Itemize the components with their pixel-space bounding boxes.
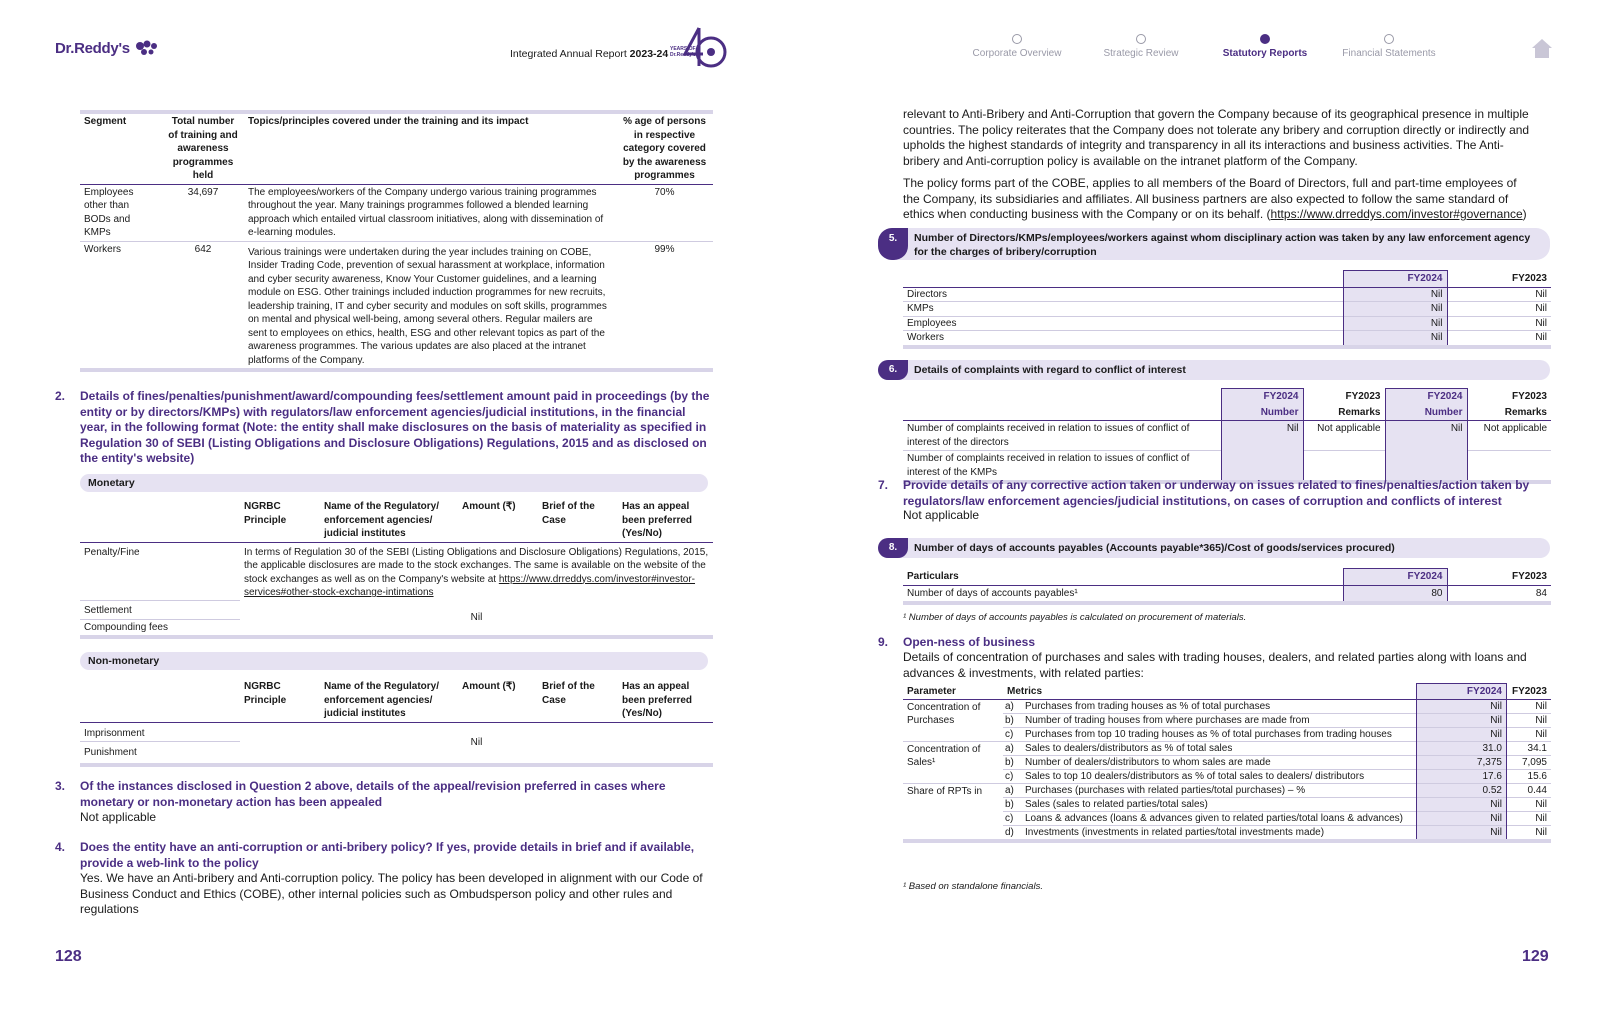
label-cell: Workers [903,331,1343,347]
training-table [80,110,713,372]
col-brief: Brief of the Case [538,679,618,722]
q6-number: 6. [878,360,908,380]
col-particulars: Particulars [903,569,1343,586]
col-fy2024-b: FY2024 [1385,389,1467,405]
metric-letter: b) [1003,714,1021,728]
metric-cell: Purchases from top 10 trading houses as % of total purchases from trading houses [1021,728,1416,742]
fy2023-cell: 34.1 [1506,742,1551,756]
q9-number: 9. [878,635,889,649]
fy2023-cell: Nil [1506,714,1551,728]
metric-letter: b) [1003,798,1021,812]
q9-intro: Details of concentration of purchases and sales with trading houses, dealers, and related parties along with loans and advances & investments, with related parties: [903,650,1527,680]
segment-cell: Workers [80,241,162,370]
q9-title: Open-ness of business [903,635,1036,649]
q3-text: Of the instances disclosed in Question 2 above, details of the appeal/revision preferred in cases where monetary or non-monetary action has been appealed [80,779,666,809]
nonmonetary-band: Non-monetary [80,652,708,670]
fy2023-cell: Nil [1506,700,1551,714]
nav-label: Financial Statements [1342,48,1436,59]
fy2024-cell: 31.0 [1416,742,1506,756]
monetary-nil: Nil [470,612,483,623]
nav-item[interactable] [955,34,1079,59]
company-logo [55,38,160,58]
col-remarks-b: Remarks [1467,405,1551,421]
nav-item[interactable] [1079,34,1203,59]
fy2023-cell: Nil [1506,826,1551,842]
q5-heading [878,228,1550,260]
label-cell: Number of complaints received in relation to issues of conflict of interest of the directors [903,421,1221,451]
nonmonetary-table-wrap [80,679,713,767]
table-row [903,421,1551,451]
col-fy2024-a: FY2024 [1221,389,1303,405]
fy2023-cell: Nil [1447,331,1551,347]
q6-table-wrap [903,388,1551,484]
col-segment: Segment [80,112,162,184]
parameter-cell: Concentration of Purchases [903,700,1003,742]
q2-text: Details of fines/penalties/punishment/award/compounding fees/settlement amount paid in proceedings (by the entity or by directors/KMPs) with regulators/law enforcement agencies/judicial institutions, in the financial year, in the following format (Note: the entity shall make disclosures on the basis of materiality as specified in Regulation 30 of SEBI (Listing Obligations and Disclosure Obligations) Regulations, 2015 and as disclosed on the entity's website) [80,389,710,465]
col-fy2024: FY2024 [1343,569,1447,586]
table-row [80,184,713,241]
nav-dot-icon [1384,34,1394,44]
q8-number: 8. [878,538,908,558]
compounding-label: Compounding fees [80,619,240,637]
q4-number: 4. [55,840,66,854]
fy2024-cell: Nil [1416,826,1506,842]
nonmonetary-table [80,679,713,767]
q3-number: 3. [55,779,66,793]
nav-dot-icon [1136,34,1146,44]
fy2024-cell: Nil [1416,798,1506,812]
metric-cell: Sales to dealers/distributors as % of total sales [1021,742,1416,756]
settlement-label: Settlement [80,601,240,620]
metric-letter: d) [1003,826,1021,842]
total-cell: 34,697 [187,186,219,198]
fy2023-cell: 7,095 [1506,756,1551,770]
metric-cell: Sales to top 10 dealers/distributors as % of total sales to dealers/ distributors [1021,770,1416,784]
penalty-desc: In terms of Regulation 30 of the SEBI (Listing Obligations and Disclosure Obligations) Regulations, 2015, the applicable disclosures are made to the stock exchanges. The same is available on the website of the stock exchanges as well as on the Company's website at [244,546,709,585]
segment-cell: Employees other than BODs and KMPs [84,186,134,238]
col-appeal: Has an appeal been preferred (Yes/No) [618,679,713,722]
nav-label: Strategic Review [1103,48,1179,59]
fy2023-remarks-cell: Not applicable [1467,421,1551,451]
q6-text: Details of complaints with regard to conflict of interest [914,364,1186,376]
fy2024-cell: 7,375 [1416,756,1506,770]
fy2023-cell: Nil [1506,728,1551,742]
nonmonetary-nil: Nil [470,736,483,748]
table-row [80,722,713,742]
badge-brand: Dr.Reddy's [670,52,696,58]
stock-exchange-link[interactable]: https://www.drreddys.com/investor#investor-services#other-stock-exchange-intimations [244,573,696,598]
fy2023-cell: 84 [1535,587,1547,599]
pct-cell: 99% [616,241,713,370]
badge-sub: YEARS OF [670,46,696,52]
metric-letter: c) [1003,812,1021,826]
label-cell: Number of complaints received in relation to issues of conflict of interest of the KMPs [903,451,1221,483]
col-blank [903,389,1221,405]
logo-text: Dr.Reddy's [55,39,130,57]
col-amount: Amount (₹) [458,679,538,722]
nav-label: Statutory Reports [1222,48,1308,59]
policy-para-2 [903,176,1535,223]
table-row [80,241,713,370]
q9-footnote: ¹ Based on standalone financials. [903,881,1043,892]
q5-table [903,270,1551,349]
fy2024-cell: 80 [1343,585,1447,603]
report-year: 2023-24 [629,48,669,60]
col-blank [903,271,1343,288]
table-row [80,601,713,620]
q8-heading [878,538,1550,558]
col-metrics: Metrics [1003,684,1416,700]
col-number-b: Number [1385,405,1467,421]
table-row [903,302,1551,317]
metric-letter: a) [1003,700,1021,714]
fy2024-number-cell: Nil [1221,421,1303,451]
fy2023-cell: Nil [1447,287,1551,302]
q5-number: 5. [878,228,908,260]
q8-text: Number of days of accounts payables (Accounts payable*365)/Cost of goods/services procured) [914,542,1395,554]
fy2023-cell: Nil [1506,798,1551,812]
monetary-band: Monetary [80,474,708,492]
fy2023-cell: 15.6 [1506,770,1551,784]
fy2024-cell: Nil [1343,331,1447,347]
penalty-text [240,542,713,601]
nav-item[interactable] [1203,34,1327,59]
q4-answer: Yes. We have an Anti-bribery and Anti-corruption policy. The policy has been developed in alignment with our Code of Business Conduct and Ethics (COBE), other internal policies such as Ombudsperson policy and other rules and regulations [80,871,703,916]
q6-table [903,388,1551,484]
parameter-cell: Share of RPTs in [903,784,1003,842]
col-fy2024: FY2024 [1343,271,1447,288]
policy-para-2-end: ) [1522,207,1527,221]
nav-dot-icon [1012,34,1022,44]
table-row [903,700,1551,714]
metric-cell: Number of trading houses from where purchases are made from [1021,714,1416,728]
table-row [903,585,1551,603]
q5-table-wrap [903,270,1551,349]
col-number-a: Number [1221,405,1303,421]
col-fy2023-b: FY2023 [1511,390,1547,402]
q2-number: 2. [55,389,66,403]
col-fy2024: FY2024 [1416,684,1506,700]
nav-dot-icon [1260,34,1270,44]
q8-footnote: ¹ Number of days of accounts payables is calculated on procurement of materials. [903,612,1247,623]
fy2024-number-cell: Nil [1385,421,1467,451]
col-amount: Amount (₹) [458,499,538,542]
report-title [510,48,668,60]
q8-table [903,568,1551,605]
fy2024-cell: 17.6 [1416,770,1506,784]
label-cell: Directors [903,287,1343,302]
col-brief: Brief of the Case [538,499,618,542]
metric-letter: c) [1003,770,1021,784]
fy2023-cell: Nil [1447,316,1551,331]
col-fy2023-a: FY2023 [1345,390,1381,402]
table-row [903,784,1551,798]
label-cell: Employees [903,316,1343,331]
table-row [80,542,713,601]
logo-heart-icon [134,38,160,58]
q5-text: Number of Directors/KMPs/employees/workers against whom disciplinary action was taken by any law enforcement agency for the charges of bribery/corruption [914,232,1531,258]
parameter-cell: Concentration of Sales¹ [903,742,1003,784]
q7-answer: Not applicable [903,508,980,522]
q6-heading [878,360,1550,380]
training-table-wrap [80,110,713,372]
topics-cell: Various trainings were undertaken during the year includes training on COBE, Insider Trading Code, prevention of sexual harassment at workplace, information and cyber security awareness, Know Your Customer guidelines, and a learning module on ESG. Other trainings included induction programmes for new recruits, leadership training, IT and cyber security and modules on soft skills, programmes on mental and physical well-being, among several others. Regular mailers are sent to employees on ethics, health, ESG and other relevant topics as part of the awareness programmes. The various updates are also placed at the intranet platforms of the Company. [244,241,616,370]
q8-table-wrap [903,568,1551,605]
fy2024-cell: Nil [1343,302,1447,317]
label-cell: KMPs [903,302,1343,317]
q7-number: 7. [878,478,889,492]
col-ngrbc: NGRBC Principle [240,679,320,722]
col-topics: Topics/principles covered under the training and its impact [244,112,616,184]
col-appeal: Has an appeal been preferred (Yes/No) [618,499,713,542]
policy-para-1: relevant to Anti-Bribery and Anti-Corruption that govern the Company because of its geographical presence in multiple countries. The policy reiterates that the Company does not tolerate any bribery and corruption directly or indirectly and upholds the highest standards of integrity and transparency in all its interactions and business activities. The Anti-bribery and Anti-corruption policy is available on the intranet platform of the Company. [903,107,1530,168]
fy2024-cell: Nil [1343,287,1447,302]
q7-text: Provide details of any corrective action taken or underway on issues related to fines/penalties/action taken by regulators/law enforcement agencies/judicial institutions, on cases of corruption and conflicts of interest [903,478,1530,508]
monetary-table-wrap [80,499,713,639]
col-total: Total number of training and awareness programmes held [162,112,244,184]
metric-cell: Investments (investments in related parties/total investments made) [1021,826,1416,842]
metric-letter: c) [1003,728,1021,742]
fy2023-cell: 0.44 [1506,784,1551,798]
report-title-prefix: Integrated Annual Report [510,48,630,60]
policy-para-2-text: The policy forms part of the COBE, applies to all members of the Board of Directors, full and part-time employees of the Company, its subsidiaries and affiliates. All business partners are also expected to follow the same standard of ethics when conducting business with the Company or on its behalf. ( [903,176,1517,221]
fy2024-cell: Nil [1416,728,1506,742]
q3-answer: Not applicable [80,810,157,824]
fy2023-remarks-cell: Not applicable [1303,421,1385,451]
metric-cell: Purchases (purchases with related parties/total purchases) – % [1021,784,1416,798]
nav-item[interactable] [1327,34,1451,59]
fy2024-cell: Nil [1416,714,1506,728]
page-number-right: 129 [1522,948,1549,965]
col-blank [903,405,1221,421]
metric-cell: Purchases from trading houses as % of total purchases [1021,700,1416,714]
fy2023-cell: Nil [1506,812,1551,826]
col-agency: Name of the Regulatory/ enforcement agencies/ judicial institutes [320,679,458,722]
metric-letter: a) [1003,784,1021,798]
punishment-label: Punishment [80,742,240,765]
col-parameter: Parameter [903,684,1003,700]
pct-cell: 70% [654,186,675,198]
particulars-cell: Number of days of accounts payables¹ [907,587,1078,599]
fy2024-cell: Nil [1416,700,1506,714]
q9-table [903,683,1551,843]
page-number-left: 128 [55,948,82,965]
fy2024-cell: 0.52 [1416,784,1506,798]
table-row [903,742,1551,756]
fy2024-cell: Nil [1416,812,1506,826]
table-row [903,287,1551,302]
metric-cell: Sales (sales to related parties/total sales) [1021,798,1416,812]
section-nav [955,34,1451,59]
fy2023-cell: Nil [1447,302,1551,317]
nav-label: Corporate Overview [972,48,1062,59]
metric-cell: Number of dealers/distributors to whom sales are made [1021,756,1416,770]
col-remarks-a: Remarks [1303,405,1385,421]
q9-table-wrap [903,683,1551,843]
fy2024-cell: Nil [1343,316,1447,331]
col-fy2023: FY2023 [1447,569,1551,586]
imprisonment-label: Imprisonment [84,727,145,739]
col-agency: Name of the Regulatory/ enforcement agencies/ judicial institutes [320,499,458,542]
q4-text: Does the entity have an anti-corruption or anti-bribery policy? If yes, provide details in brief and if available, provide a web-link to the policy [80,840,695,870]
metric-letter: a) [1003,742,1021,756]
badge-text [670,46,696,58]
monetary-table [80,499,713,639]
col-blank [80,499,240,542]
governance-link[interactable]: https://www.drreddys.com/investor#governance [1270,207,1523,221]
table-row [903,316,1551,331]
table-row [903,331,1551,347]
col-blank [80,679,240,722]
metric-cell: Loans & advances (loans & advances given to related parties/total loans & advances) [1021,812,1416,826]
penalty-label: Penalty/Fine [84,546,140,558]
col-pct: % age of persons in respective category covered by the awareness programmes [616,112,713,184]
home-icon[interactable] [1530,37,1554,59]
topics-cell: The employees/workers of the Company undergo various training programmes throughout the year. Many trainings programmes followed a blended learning approach which entailed virtual classroom initiatives, along with dissemination of e-learning modules. [248,186,604,238]
total-cell: 642 [162,241,244,370]
col-fy2023: FY2023 [1447,271,1551,288]
col-fy2023: FY2023 [1506,684,1551,700]
metric-letter: b) [1003,756,1021,770]
col-ngrbc: NGRBC Principle [240,499,320,542]
